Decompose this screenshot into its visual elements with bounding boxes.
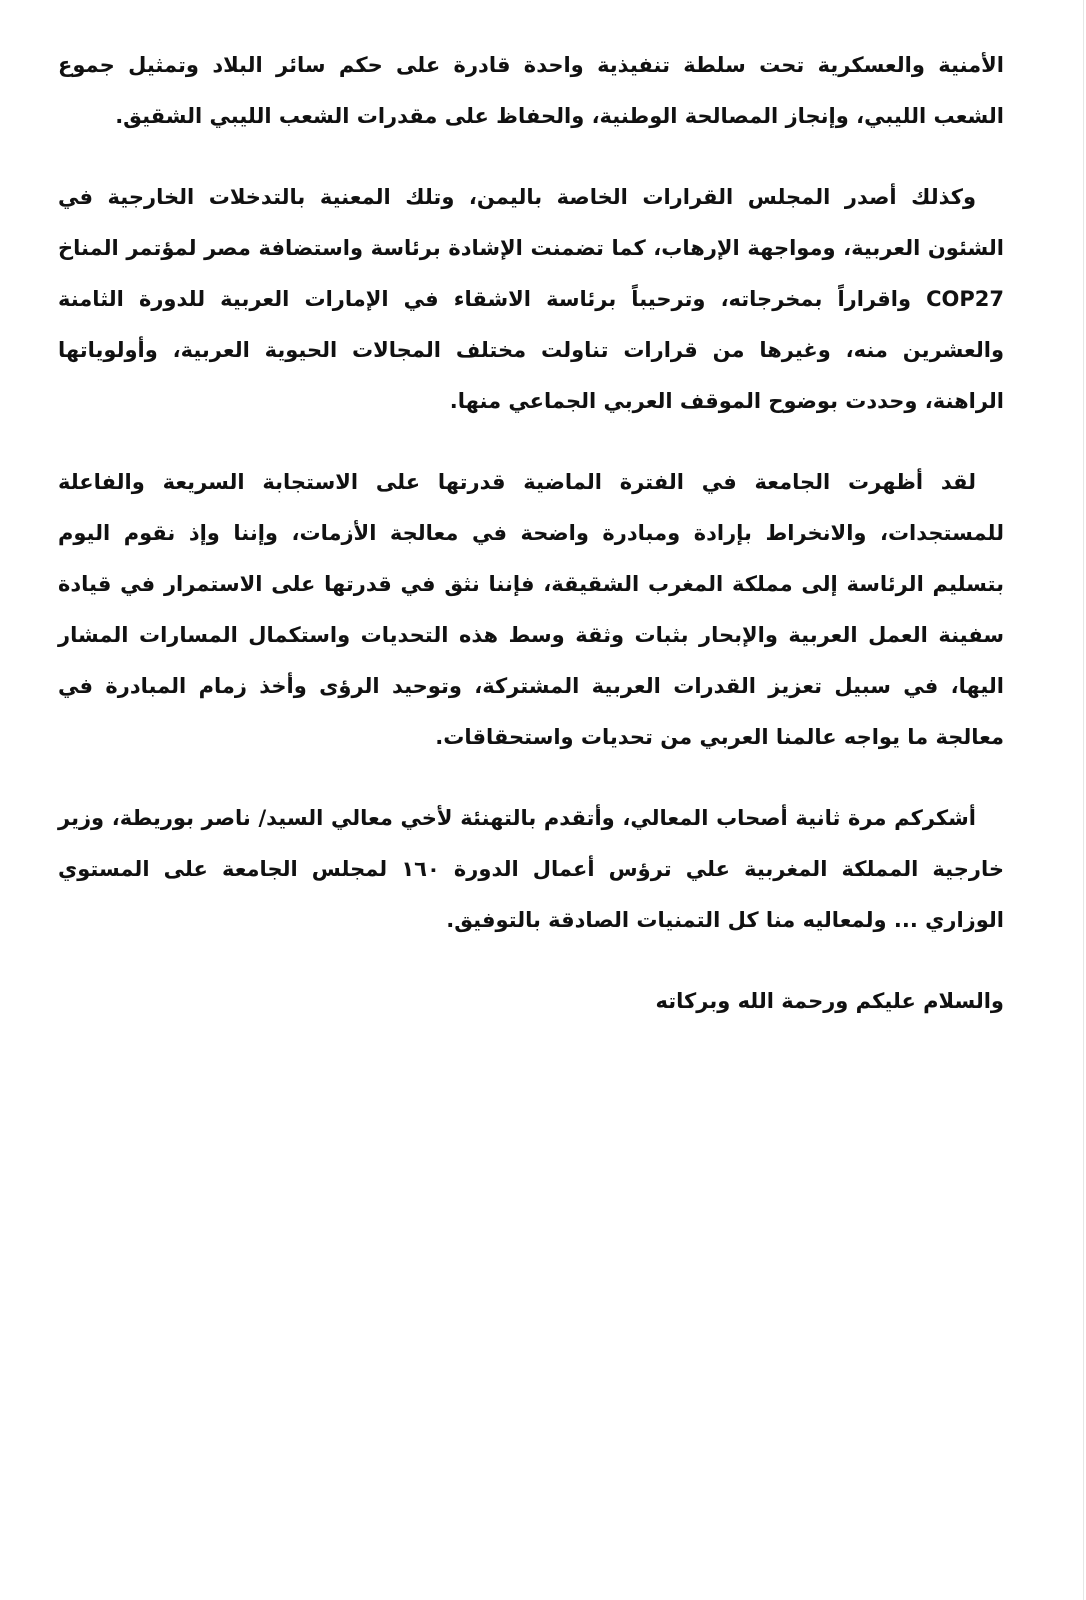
paragraph-council-resolutions: وكذلك أصدر المجلس القرارات الخاصة باليمن، وتلك المعنية بالتدخلات الخارجية في الشئون العربية، ومواجهة الإرهاب، كما تضمنت الإشادة برئاسة واستضافة مصر لمؤتمر المناخ COP27 واقراراً بمخرجاته، وترحيباً برئاسة الاشقاء في الإمارات العربية للدورة الثامنة والعشرين منه، وغيرها من قرارات تناولت مختلف المجالات الحيوية العربية، وأولوياتها الراهنة، وحددت بوضوح الموقف العربي الجماعي منها. (58, 185, 1004, 413)
paragraph-league-presidency-handover: لقد أظهرت الجامعة في الفترة الماضية قدرتها على الاستجابة السريعة والفاعلة للمستجدات، والانخراط بإرادة ومبادرة واضحة في معالجة الأزمات، وإننا وإذ نقوم اليوم بتسليم الرئاسة إلى مملكة المغرب الشقيقة، فإننا نثق في قدرتها على الاستمرار في قيادة سفينة العمل العربية والإبحار بثبات وثقة وسط هذه التحديات واستكمال المسارات المشار اليها، في سبيل تعزيز القدرات العربية المشتركة، وتوحيد الرؤى وأخذ زمام المبادرة في معالجة ما يواجه عالمنا العربي من تحديات واستحقاقات. (58, 470, 1004, 749)
page-edge-divider (1083, 0, 1084, 1600)
paragraph-thanks-and-congratulations: أشكركم مرة ثانية أصحاب المعالي، وأتقدم بالتهنئة لأخي معالي السيد/ ناصر بوريطة، وزير خارجية المملكة المغربية علي ترؤس أعمال الدورة ١٦٠ لمجلس الجامعة على المستوي الوزاري ... ولمعاليه منا كل التمنيات الصادقة بالتوفيق. (58, 806, 1004, 932)
document-page (58, 40, 1004, 1027)
paragraph-libya-continuation: الأمنية والعسكرية تحت سلطة تنفيذية واحدة قادرة على حكم سائر البلاد وتمثيل جموع الشعب الليبي، وإنجاز المصالحة الوطنية، والحفاظ على مقدرات الشعب الليبي الشقيق. (58, 53, 1004, 128)
closing-salutation: والسلام عليكم ورحمة الله وبركاته (655, 989, 1004, 1013)
